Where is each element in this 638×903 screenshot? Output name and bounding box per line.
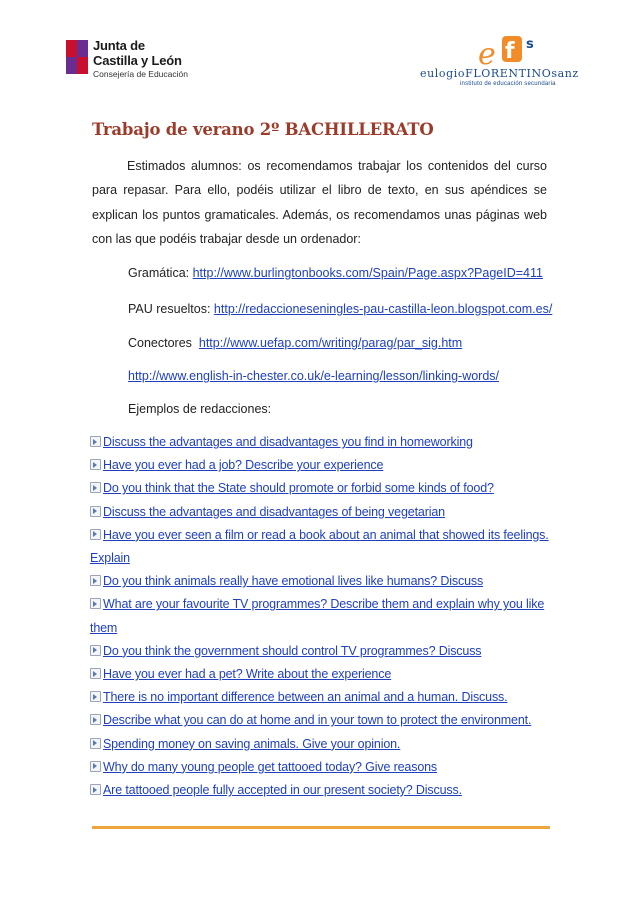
arrow-box-icon — [90, 761, 101, 772]
arrow-box-icon — [90, 482, 101, 493]
list-item — [90, 709, 550, 732]
topic-link[interactable]: Why do many young people get tattooed today? Give reasons — [103, 759, 438, 774]
resource-label: PAU resueltos: — [128, 302, 214, 316]
jcyl-logo-line1: Junta de — [93, 38, 145, 53]
arrow-box-icon — [90, 575, 101, 586]
topic-link[interactable]: Are tattooed people fully accepted in our present society? Discuss. — [103, 783, 462, 798]
jcyl-logo-line3: Consejería de Educación — [93, 69, 188, 79]
resource-label: Conectores — [128, 336, 199, 350]
resource-label: Gramática: — [128, 266, 193, 280]
topic-link[interactable]: Have you ever had a job? Describe your experience — [103, 458, 384, 473]
list-item — [90, 477, 550, 500]
topic-link[interactable]: Discuss the advantages and disadvantages of being vegetarian — [103, 504, 445, 519]
list-item — [90, 454, 550, 477]
coat-of-arms-icon — [66, 40, 88, 74]
arrow-box-icon — [90, 668, 101, 679]
efs-logo-name: eulogioFLORENTINOsanz — [420, 67, 579, 80]
list-item — [90, 686, 550, 709]
arrow-box-icon — [90, 691, 101, 702]
examples-label: Ejemplos de redacciones: — [128, 402, 272, 416]
topic-link[interactable]: Do you think animals really have emotional lives like humans? Discuss — [103, 574, 484, 589]
arrow-box-icon — [90, 506, 101, 517]
arrow-box-icon — [90, 598, 101, 609]
page-title: Trabajo de verano 2º BACHILLERATO — [92, 120, 434, 139]
connectors-link[interactable]: http://www.uefap.com/writing/parag/par_sig.htm — [198, 336, 463, 350]
list-item — [90, 524, 550, 570]
topic-link[interactable]: Have you ever seen a film or read a book about an animal that showed its feelings. Explain — [90, 527, 549, 566]
arrow-box-icon — [90, 459, 101, 470]
topic-link[interactable]: There is no important difference between an animal and a human. Discuss. — [103, 690, 508, 705]
footer-divider — [92, 826, 550, 829]
topic-link[interactable]: Do you think that the State should promote or forbid some kinds of food? — [103, 481, 494, 496]
list-item — [90, 663, 550, 686]
svg-text:f: f — [505, 39, 515, 64]
linking-words-link[interactable]: http://www.english-in-chester.co.uk/e-learning/lesson/linking-words/ — [128, 369, 500, 383]
grammar-link[interactable]: http://www.burlingtonbooks.com/Spain/Page.aspx?PageID=411 — [192, 266, 543, 280]
list-item — [90, 431, 550, 454]
jcyl-logo-line2: Castilla y León — [93, 53, 182, 68]
arrow-box-icon — [90, 529, 101, 540]
pau-link[interactable]: http://redaccioneseningles-pau-castilla-leon.blogspot.com.es/ — [213, 302, 553, 316]
resource-connectors — [128, 336, 462, 350]
svg-text:s: s — [526, 37, 534, 52]
arrow-box-icon — [90, 714, 101, 725]
list-item — [90, 593, 550, 639]
list-item — [90, 779, 550, 802]
resource-linking-words — [128, 369, 499, 383]
topics-list — [90, 431, 550, 802]
jcyl-logo — [66, 34, 216, 84]
efs-logo — [416, 34, 579, 94]
arrow-box-icon — [90, 738, 101, 749]
list-item — [90, 756, 550, 779]
list-item — [90, 733, 550, 756]
arrow-box-icon — [90, 645, 101, 656]
arrow-box-icon — [90, 784, 101, 795]
topic-link[interactable]: Do you think the government should control TV programmes? Discuss — [103, 643, 482, 658]
topic-link[interactable]: Spending money on saving animals. Give your opinion. — [103, 736, 401, 751]
topic-link[interactable]: Describe what you can do at home and in your town to protect the environment. — [103, 713, 532, 728]
list-item — [90, 570, 550, 593]
arrow-box-icon — [90, 436, 101, 447]
list-item — [90, 501, 550, 524]
resource-pau — [128, 302, 552, 316]
efs-mark-icon — [476, 34, 546, 70]
topic-link[interactable]: Discuss the advantages and disadvantages you find in homeworking — [103, 435, 473, 449]
list-item — [90, 640, 550, 663]
topic-link[interactable]: What are your favourite TV programmes? Describe them and explain why you like them — [90, 597, 545, 635]
topic-link[interactable]: Have you ever had a pet? Write about the experience — [103, 667, 392, 682]
efs-logo-sub: instituto de educación secundaria — [460, 81, 556, 87]
intro-paragraph: Estimados alumnos: os recomendamos trabajar los contenidos del curso para repasar. Para ello, podéis utilizar el libro de texto, en sus apéndices se explican los puntos gramaticales. Además, os recomendamos unas páginas web con las que podéis trabajar desde un ordenador: — [92, 159, 547, 247]
svg-text:e: e — [478, 37, 496, 70]
resource-grammar — [128, 266, 543, 280]
